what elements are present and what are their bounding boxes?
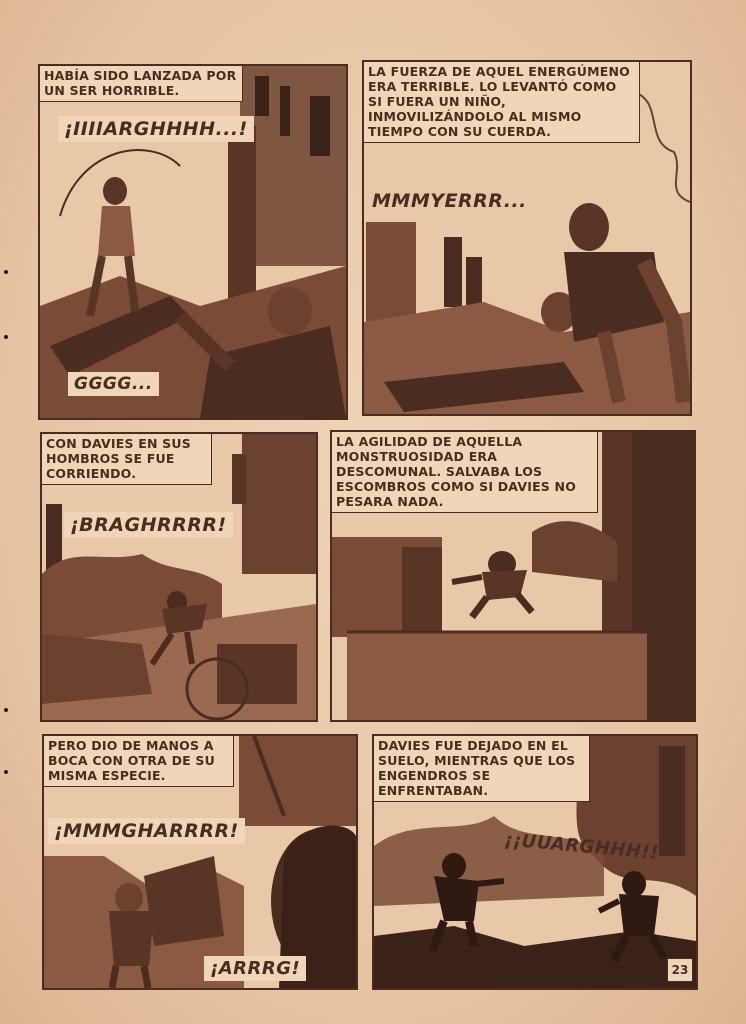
panel-3-caption: CON DAVIES EN SUS HOMBROS SE FUE CORRIENDO. xyxy=(40,432,212,485)
panel-5-caption: PERO DIO DE MANOS A BOCA CON OTRA DE SU MISMA ESPECIE. xyxy=(42,734,234,787)
panel-1-sfx-scream: ¡IIIIARGHHHH...! xyxy=(58,116,254,142)
panel-5-sfx-roar: ¡MMMGHARRRR! xyxy=(48,818,245,844)
panel-6-caption: DAVIES FUE DEJADO EN EL SUELO, MIENTRAS QUE LOS ENGENDROS SE ENFRENTABAN. xyxy=(372,734,590,802)
panel-1-caption: HABÍA SIDO LANZADA POR UN SER HORRIBLE. xyxy=(38,64,243,102)
panel-2 xyxy=(362,60,692,416)
binding-hole xyxy=(4,708,8,712)
panel-1 xyxy=(38,64,348,420)
panel-3 xyxy=(40,432,318,722)
panel-2-caption: LA FUERZA DE AQUEL ENERGÚMENO ERA TERRIBLE. LO LEVANTÓ COMO SI FUERA UN NIÑO, INMOVILIZÁNDOLO AL MISMO TIEMPO CON SU CUERDA. xyxy=(362,60,640,143)
panel-5 xyxy=(42,734,358,990)
panel-2-sfx: MMMYERRR... xyxy=(372,190,527,212)
page-number: 23 xyxy=(667,958,693,982)
panel-1-sfx-groan: GGGG... xyxy=(68,372,159,396)
binding-hole xyxy=(4,270,8,274)
binding-hole xyxy=(4,770,8,774)
panel-4 xyxy=(330,430,696,722)
binding-hole xyxy=(4,335,8,339)
panel-3-sfx: ¡BRAGHRRRR! xyxy=(64,512,233,538)
panel-5-sfx-grunt: ¡ARRRG! xyxy=(204,956,306,981)
panel-4-caption: LA AGILIDAD DE AQUELLA MONSTRUOSIDAD ERA DESCOMUNAL. SALVABA LOS ESCOMBROS COMO SI DAVIES NO PESARA NADA. xyxy=(330,430,598,513)
panel-6-sfx: ¡¡UUARGHHH!! xyxy=(503,829,660,864)
panel-6 xyxy=(372,734,698,990)
